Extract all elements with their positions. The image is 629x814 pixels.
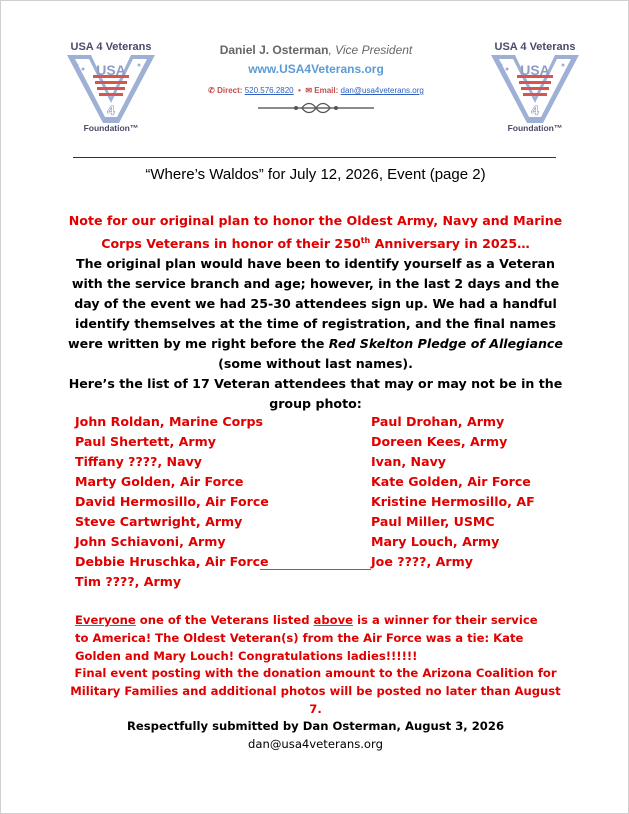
list-item: John Schiavoni, Army <box>75 534 226 549</box>
list-item: Steve Cartwright, Army <box>75 514 243 529</box>
sender-name: Daniel J. Osterman, Vice President <box>219 43 413 57</box>
svg-text:USA: USA <box>520 62 550 78</box>
explanation-paragraph: The original plan would have been to identify yourself as a Veteran with the service branch and age; however, in the last 2 days and the day of the event we had 25-30 attendees sign up. We had a handful identify themselves at the time of registration, and the final names were written by me right before the Red Skelton Pledge of Allegiance (some without last names). <box>68 256 563 372</box>
signoff <box>1 717 629 753</box>
logo-v-emblem-icon <box>487 53 583 125</box>
email-link[interactable]: dan@usa4veterans.org <box>340 86 424 95</box>
phone-link[interactable]: 520.576.2820 <box>244 86 294 95</box>
list-item: Debbie Hruschka, Air Force <box>75 554 269 569</box>
svg-text:4: 4 <box>531 102 539 118</box>
logo-v-emblem-icon <box>63 53 159 125</box>
list-item: Paul Shertett, Army <box>75 434 216 449</box>
header-divider <box>73 157 556 158</box>
final-note: Final event posting with the donation amount to the Arizona Coalition for Military Families and additional photos will be posted no later than August 7. <box>70 666 561 716</box>
signoff-email[interactable]: dan@usa4veterans.org <box>248 737 383 751</box>
list-item: Kristine Hermosillo, AF <box>371 494 535 509</box>
list-item: Paul Miller, USMC <box>371 514 495 529</box>
svg-text:4: 4 <box>107 102 115 118</box>
email-icon: ✉ <box>305 86 313 95</box>
list-item: Joe ????, Army <box>371 554 473 569</box>
contact-line: ✆ Direct: 520.576.2820 • ✉ Email: dan@usa4veterans.org <box>208 86 424 95</box>
list-item: Doreen Kees, Army <box>371 434 508 449</box>
logo-right <box>485 41 585 133</box>
logo-bottom-text: Foundation™ <box>83 123 139 133</box>
closing-paragraph: Everyone one of the Veterans listed above is a winner for their service to America! The Oldest Veteran(s) from the Air Force was a tie: Kate Golden and Mary Louch! Congratulations ladies!!!!!! <box>75 613 538 663</box>
scroll-ornament-icon <box>256 101 376 115</box>
list-item: David Hermosillo, Air Force <box>75 494 269 509</box>
logo-top-text: USA 4 Veterans <box>70 41 152 53</box>
veterans-list-left <box>75 412 269 592</box>
list-item: Ivan, Navy <box>371 454 446 469</box>
logo-left <box>61 41 161 133</box>
logo-usa-text: USA <box>96 62 126 78</box>
list-item: Tim ????, Army <box>75 574 182 589</box>
veterans-list-right <box>371 412 535 572</box>
list-item: Marty Golden, Air Force <box>75 474 244 489</box>
note-heading: Note for our original plan to honor the Oldest Army, Navy and Marine Corps Veterans in honor of their 250th Anniversary in 2025… <box>68 213 563 252</box>
body-text <box>63 211 568 414</box>
phone-icon: ✆ <box>208 86 215 95</box>
signoff-line: Respectfully submitted by Dan Osterman, August 3, 2026 <box>126 719 505 733</box>
logo-bottom-text: Foundation™ <box>507 123 563 133</box>
list-item: John Roldan, Marine Corps <box>75 414 264 429</box>
list-intro: Here’s the list of 17 Veteran attendees that may or may not be in the group photo: <box>68 376 563 412</box>
list-item: Mary Louch, Army <box>371 534 500 549</box>
letterhead <box>161 43 471 115</box>
logo-top-text: USA 4 Veterans <box>494 41 576 53</box>
list-item: Kate Golden, Air Force <box>371 474 531 489</box>
page-title: “Where’s Waldos” for July 12, 2026, Event (page 2) <box>145 166 486 183</box>
list-item: Paul Drohan, Army <box>371 414 505 429</box>
list-item: Tiffany ????, Navy <box>75 454 203 469</box>
underline-rule <box>260 569 371 570</box>
website-link[interactable]: www.USA4Veterans.org <box>248 62 384 76</box>
